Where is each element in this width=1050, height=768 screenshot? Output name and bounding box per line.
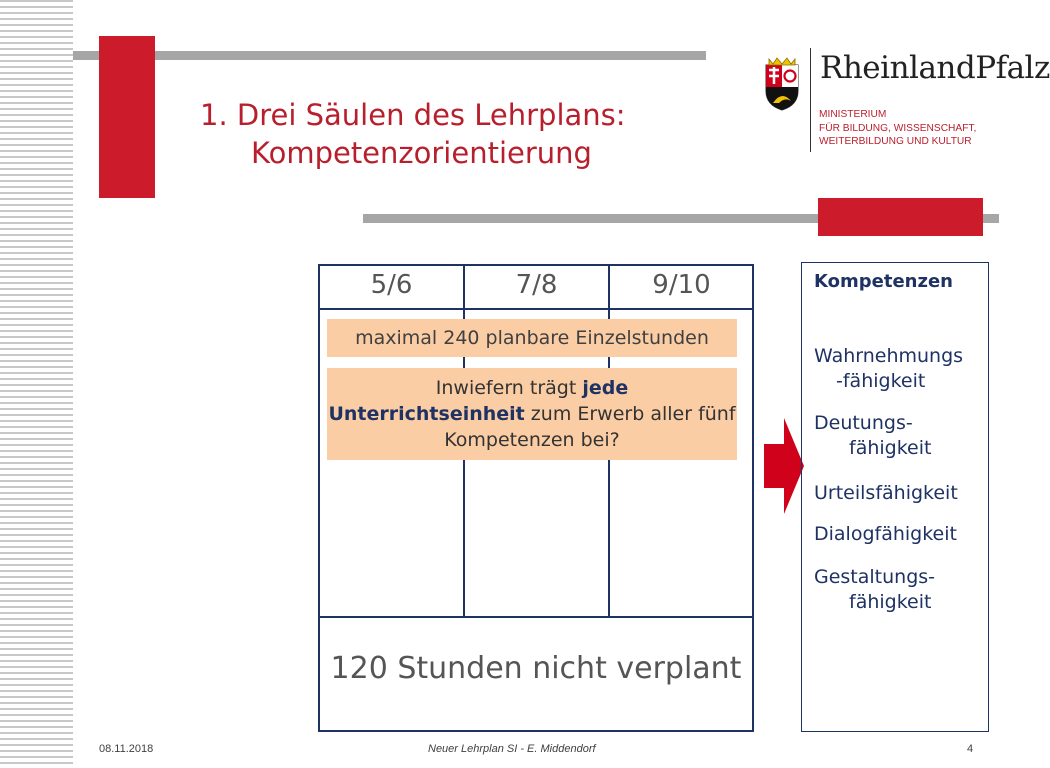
competence-label-cont: -fähigkeit — [836, 370, 926, 392]
competence-label: Wahrnehmungs — [814, 345, 964, 367]
title-line-2: Kompetenzorientierung — [251, 136, 592, 170]
decorative-red-block-left — [99, 36, 155, 198]
competence-label-cont: fähigkeit — [849, 591, 932, 613]
competence-item — [814, 344, 963, 394]
footer-date: 08.11.2018 — [99, 743, 154, 755]
question-text: zum Erwerb aller fünf Kompetenzen bei? — [444, 403, 736, 451]
title-line-1: 1. Drei Säulen des Lehrplans: — [200, 98, 626, 132]
grid-header-7-8: 7/8 — [515, 270, 558, 300]
callout-planned-hours: maximal 240 planbare Einzelstunden — [327, 319, 737, 357]
decorative-bar-top — [73, 51, 706, 60]
ministry-line: WEITERBILDUNG UND KULTUR — [819, 136, 972, 147]
footer-page-number: 4 — [967, 743, 974, 755]
logo-wordmark: RheinlandPfalz — [820, 50, 1050, 86]
footer-title: Neuer Lehrplan SI - E. Middendorf — [428, 743, 596, 755]
decorative-red-block-right — [818, 198, 983, 236]
logo-divider — [810, 48, 811, 152]
grid-bottom-divider — [320, 616, 752, 618]
question-emphasis: jede — [582, 377, 629, 399]
grid-header-5-6: 5/6 — [370, 270, 413, 300]
decorative-stripes — [0, 0, 73, 768]
competences-box — [801, 262, 989, 732]
competence-item — [814, 411, 931, 461]
competence-item: Urteilsfähigkeit — [814, 482, 958, 504]
arrow-right-icon — [764, 418, 804, 514]
question-text: Inwiefern trägt — [435, 377, 583, 399]
question-emphasis: Unterrichtseinheit — [328, 403, 525, 425]
competence-label: Gestaltungs- — [814, 566, 936, 588]
ministry-line: MINISTERIUM — [819, 109, 887, 120]
grid-header-9-10: 9/10 — [652, 270, 711, 300]
coat-of-arms-icon — [757, 55, 807, 111]
competence-item: Dialogfähigkeit — [814, 523, 957, 545]
competence-label: Deutungs- — [814, 412, 913, 434]
callout-question — [327, 368, 737, 460]
competences-heading: Kompetenzen — [814, 271, 953, 292]
unplanned-hours-text: 120 Stunden nicht verplant — [330, 651, 742, 686]
ministry-line: FÜR BILDUNG, WISSENSCHAFT, — [819, 122, 977, 134]
slide-title — [200, 96, 760, 172]
ministry-name — [819, 108, 1009, 149]
competence-item — [814, 565, 935, 615]
competence-label-cont: fähigkeit — [849, 437, 932, 459]
